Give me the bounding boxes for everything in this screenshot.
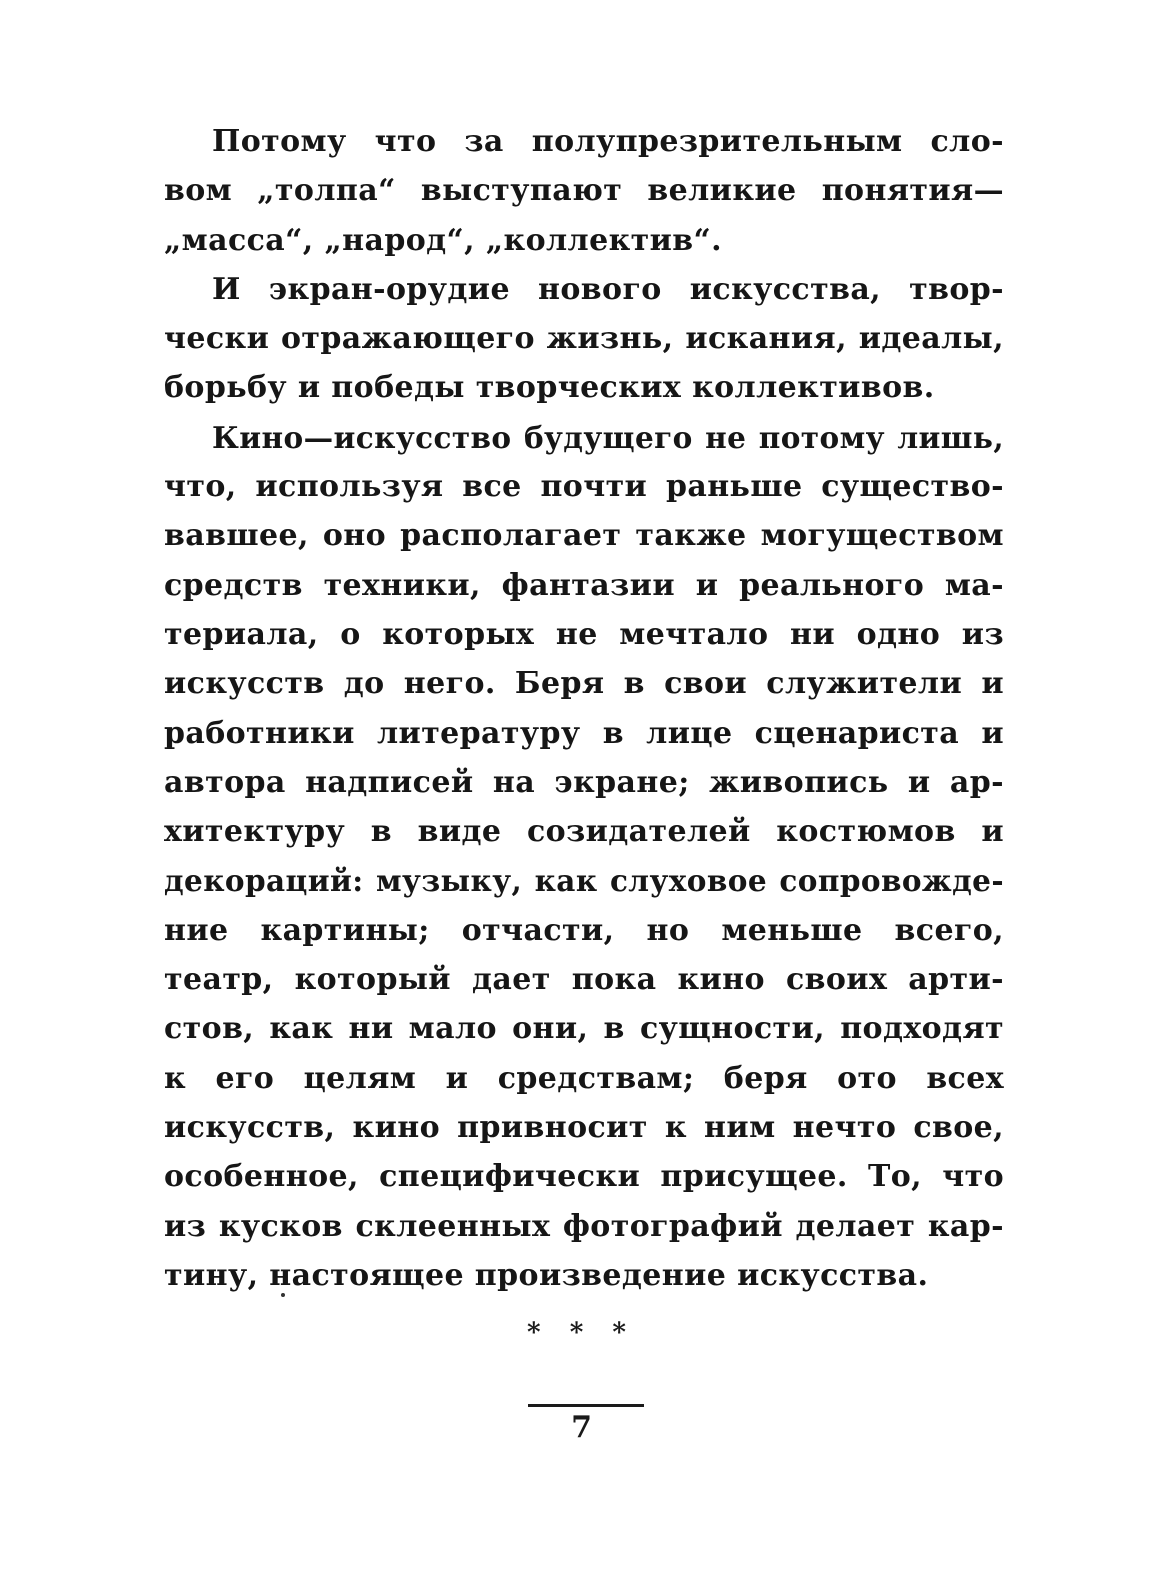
paragraph-2 xyxy=(164,265,1004,413)
page-number: 7 xyxy=(571,1410,592,1445)
body-text xyxy=(164,117,1004,1300)
text-line: тину, настоящее произведение искусства. xyxy=(164,1257,929,1293)
text-line: „масса“, „народ“, „коллектив“. xyxy=(164,222,723,258)
text-line: искусств, кино привносит к ним нечто свое, xyxy=(164,1109,1004,1145)
text-line: искусств до него. Беря в свои служители и xyxy=(164,666,1004,702)
text-line: из кусков склеенных фотографий делает кар- xyxy=(164,1208,1004,1244)
paragraph-1 xyxy=(164,117,1004,265)
footer-rule xyxy=(528,1404,644,1407)
text-line: Кино—искусство будущего не потому лишь, xyxy=(212,419,1004,455)
text-line: ние картины; отчасти, но меньше всего, xyxy=(164,912,1004,948)
text-line: И экран-орудие нового искусства, твор- xyxy=(212,271,1004,307)
text-line: вавшее, оно располагает также могуществом xyxy=(164,518,1004,554)
text-line: декораций: музыку, как слуховое сопровожде- xyxy=(164,863,1004,899)
text-line: Потому что за полупрезрительным сло- xyxy=(212,124,1004,159)
text-line: териала, о которых не мечтало ни одно из xyxy=(164,616,1004,652)
text-line: хитектуру в виде созидателей костюмов и xyxy=(164,814,1004,850)
print-speck xyxy=(281,1293,285,1297)
paragraph-3 xyxy=(164,413,1004,1300)
section-ornament: * * * xyxy=(527,1318,636,1348)
text-line: чески отражающего жизнь, искания, идеалы, xyxy=(164,321,1004,357)
text-line: к его целям и средствам; беря ото всех xyxy=(164,1060,1004,1096)
text-line: работники литературу в лице сценариста и xyxy=(164,715,1004,751)
text-line: вом „толпа“ выступают великие понятия— xyxy=(164,173,1004,209)
text-line: особенное, специфически присущее. То, что xyxy=(164,1159,1004,1195)
text-line: борьбу и победы творческих коллективов. xyxy=(164,370,935,406)
text-line: средств техники, фантазии и реального ма- xyxy=(164,567,1004,603)
text-line: театр, который дает пока кино своих арти- xyxy=(164,962,1004,998)
text-line: что, используя все почти раньше существо- xyxy=(164,469,1004,505)
text-line: стов, как ни мало они, в сущности, подходят xyxy=(164,1011,1004,1047)
text-line: автора надписей на экране; живопись и ар- xyxy=(164,764,1004,800)
